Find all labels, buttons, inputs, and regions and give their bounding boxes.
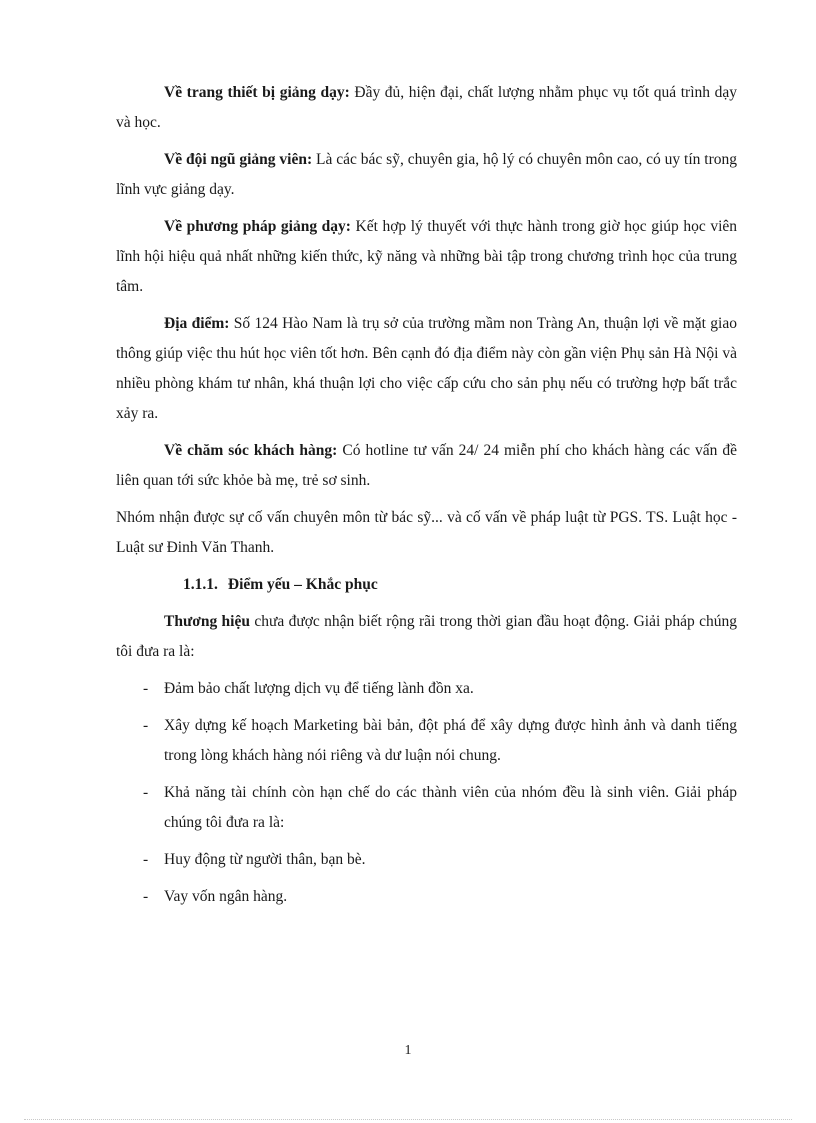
bullet-marker: - (143, 717, 149, 734)
paragraph-weakness (116, 607, 737, 667)
section-number: 1.1.1. (183, 576, 218, 593)
solution-list (116, 674, 737, 912)
list-item-text: Xây dựng kế hoạch Marketing bài bản, đột phá để xây dựng được hình ảnh và danh tiếng trong lòng khách hàng nói riêng và dư luận nói chung. (164, 717, 737, 764)
paragraph-lead: Về đội ngũ giảng viên: (164, 151, 313, 168)
bullet-marker: - (143, 888, 149, 905)
list-item (116, 674, 737, 704)
list-item (116, 711, 737, 771)
list-item-text: Khả năng tài chính còn hạn chế do các thành viên của nhóm đều là sinh viên. Giải pháp chúng tôi đưa ra là: (164, 784, 737, 831)
list-item (116, 882, 737, 912)
paragraph-lead: Về phương pháp giảng dạy: (164, 218, 351, 235)
paragraph-text: Số 124 Hào Nam là trụ sở của trường mầm non Tràng An, thuận lợi về mặt giao thông giúp việc thu hút học viên tốt hơn. Bên cạnh đó địa điểm này còn gần viện Phụ sản Hà Nội và nhiều phòng khám tư nhân, khá thuận lợi cho việc cấp cứu cho sản phụ nếu có trường hợp bất trắc xảy ra. (116, 315, 737, 422)
list-item-text: Đảm bảo chất lượng dịch vụ để tiếng lành đồn xa. (164, 680, 474, 697)
section-heading (116, 570, 737, 600)
paragraph-location (116, 309, 737, 429)
list-item (116, 778, 737, 838)
paragraph-customer-care (116, 436, 737, 496)
page-bottom-divider (24, 1119, 792, 1120)
bullet-marker: - (143, 680, 149, 697)
page-number: 1 (404, 1043, 412, 1058)
paragraph-lead: Thương hiệu (164, 613, 250, 630)
paragraph-text: Đầy đủ, hiện đại, chất lượng nhằm phục vụ tốt quá trình dạy và học. (116, 84, 738, 131)
section-title: Điểm yếu – Khắc phục (227, 576, 378, 593)
paragraph-staff (116, 145, 737, 205)
paragraph-text: Có hotline tư vấn 24/ 24 miễn phí cho khách hàng các vấn đề liên quan tới sức khỏe bà mẹ, trẻ sơ sinh. (116, 442, 737, 489)
list-item (116, 845, 737, 875)
paragraph-text: Kết hợp lý thuyết với thực hành trong giờ học giúp học viên lĩnh hội hiệu quả nhất những kiến thức, kỹ năng và những bài tập trong chương trình học của trung tâm. (116, 218, 738, 295)
paragraph-lead: Về chăm sóc khách hàng: (164, 442, 338, 459)
list-item-text: Huy động từ người thân, bạn bè. (164, 851, 366, 868)
paragraph-equipment (116, 78, 737, 138)
bullet-marker: - (143, 851, 149, 868)
page-content (116, 78, 737, 919)
paragraph-advisory: Nhóm nhận được sự cố vấn chuyên môn từ bác sỹ... và cố vấn về pháp luật từ PGS. TS. Luật học - Luật sư Đinh Văn Thanh. (116, 509, 737, 556)
bullet-marker: - (143, 784, 149, 801)
list-item-text: Vay vốn ngân hàng. (164, 888, 288, 905)
paragraph-lead: Về trang thiết bị giảng dạy: (164, 84, 350, 101)
paragraph-text: chưa được nhận biết rộng rãi trong thời gian đầu hoạt động. Giải pháp chúng tôi đưa ra là: (116, 613, 737, 660)
paragraph-text: Là các bác sỹ, chuyên gia, hộ lý có chuyên môn cao, có uy tín trong lĩnh vực giảng dạy. (116, 151, 738, 198)
paragraph-lead: Địa điểm: (164, 315, 230, 332)
paragraph-method (116, 212, 737, 302)
